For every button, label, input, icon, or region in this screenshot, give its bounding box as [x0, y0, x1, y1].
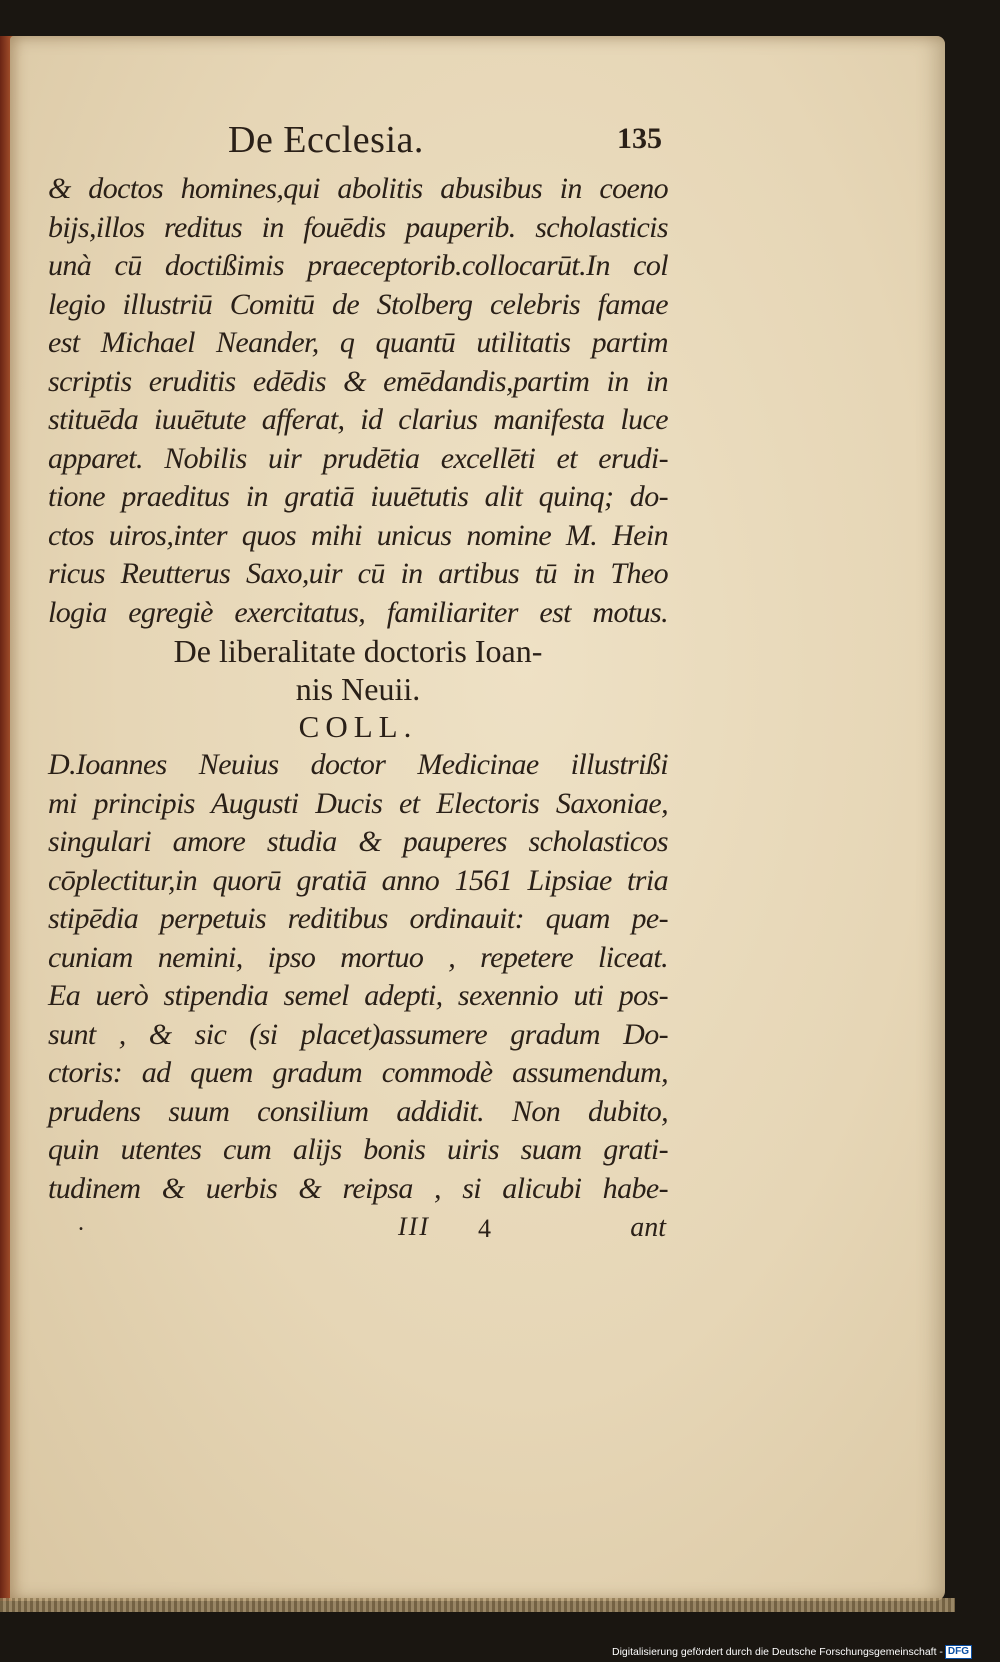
text-line: D.Ioannes Neuius doctor Medicinae illustrißi	[48, 748, 668, 781]
folio-number: 135	[617, 122, 662, 155]
text-lines-before	[48, 170, 668, 632]
signature-number: 4	[478, 1214, 491, 1243]
signature-mark: III	[398, 1212, 430, 1241]
text-line: cuniam nemini, ipso mortuo , repetere liceat.	[48, 940, 668, 974]
heading-line: De liberalitate doctoris Ioan-	[173, 633, 543, 669]
text-line: prudens suum consilium addidit. Non dubito,	[48, 1094, 668, 1128]
text-line: est Michael Neander, q quantū utilitatis partim	[48, 326, 668, 359]
text-line: cōplectitur,in quorū gratiā anno 1561 Lipsiae tria	[48, 863, 668, 897]
section-heading	[48, 632, 668, 708]
heading-line: nis Neuii.	[295, 671, 421, 707]
text-line: quin utentes cum alijs bonis uiris suam grati-	[48, 1133, 668, 1166]
text-lines-after	[48, 746, 668, 1208]
text-line: & doctos homines,qui abolitis abusibus in coeno	[48, 172, 668, 205]
text-line: sunt , & sic (si placet)assumere gradum Do-	[48, 1017, 668, 1051]
text-line: apparet. Nobilis uir prudētia excellēti et erudi-	[48, 441, 668, 475]
footer-credit: Digitalisierung gefördert durch die Deutsche Forschungsgemeinschaft -	[612, 1646, 943, 1658]
text-line: stipēdia perpetuis reditibus ordinauit: quam pe-	[48, 902, 668, 935]
text-line: stituēda iuuētute afferat, id clarius manifesta luce	[48, 403, 668, 436]
catchword: ant	[630, 1212, 666, 1243]
text-line: Ea uerò stipendia semel adepti, sexennio uti pos-	[48, 979, 668, 1012]
text-line: tudinem & uerbis & reipsa , si alicubi habe-	[48, 1171, 668, 1205]
catchline	[48, 1210, 668, 1244]
page-text	[48, 118, 668, 1244]
text-line: unà cū doctißimis praeceptorib.collocarūt.In col	[48, 249, 668, 282]
running-title: De Ecclesia.	[228, 119, 424, 161]
text-line: scriptis eruditis edēdis & emēdandis,partim in in	[48, 364, 668, 398]
dfg-logo-icon: DFG	[945, 1645, 972, 1659]
text-line: logia egregiè exercitatus, familiariter est motus.	[48, 595, 668, 629]
text-line: tione praeditus in gratiā iuuētutis alit quinq; do-	[48, 480, 668, 513]
text-line: mi principis Augusti Ducis et Electoris Saxoniae,	[48, 786, 668, 820]
page-edge	[0, 1598, 955, 1612]
digitization-footer	[612, 1644, 1000, 1660]
text-line: bijs,illos reditus in fouēdis pauperib. scholasticis	[48, 210, 668, 244]
text-line: singulari amore studia & pauperes scholasticos	[48, 825, 668, 858]
text-line: ctoris: ad quem gradum commodè assumendum,	[48, 1056, 668, 1089]
catchline-dot: .	[78, 1210, 84, 1236]
text-line: ricus Reutterus Saxo,uir cū in artibus tū in Theo	[48, 557, 668, 590]
running-head	[48, 118, 668, 164]
section-subheading: COLL.	[298, 709, 418, 744]
text-line: ctos uiros,inter quos mihi unicus nomine M. Hein	[48, 518, 668, 552]
text-line: legio illustriū Comitū de Stolberg celebris famae	[48, 287, 668, 321]
